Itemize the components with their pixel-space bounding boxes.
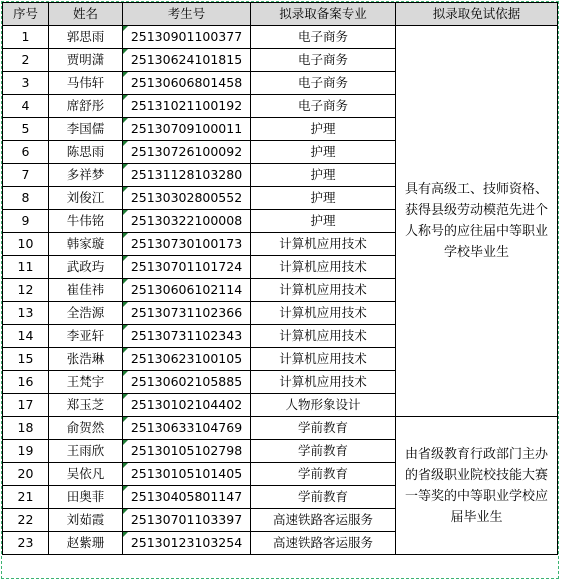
cell-major[interactable]: 护理 [251, 187, 396, 210]
cell-major[interactable]: 护理 [251, 210, 396, 233]
cell-name[interactable]: 刘俊江 [49, 187, 123, 210]
header-candidate-no: 考生号 [123, 3, 251, 26]
cell-candidate-no[interactable]: 25131021100192 [123, 95, 251, 118]
cell-name[interactable]: 多祥梦 [49, 164, 123, 187]
cell-candidate-no[interactable]: 25130606801458 [123, 72, 251, 95]
cell-seq[interactable]: 2 [3, 49, 49, 72]
cell-seq[interactable]: 14 [3, 325, 49, 348]
cell-candidate-no[interactable]: 25130901100377 [123, 26, 251, 49]
cell-candidate-no[interactable]: 25130602105885 [123, 371, 251, 394]
cell-basis[interactable]: 由省级教育行政部门主办的省级职业院校技能大赛一等奖的中等职业学校应届毕业生 [396, 417, 558, 555]
cell-major[interactable]: 护理 [251, 164, 396, 187]
header-name: 姓名 [49, 3, 123, 26]
cell-major[interactable]: 学前教育 [251, 486, 396, 509]
cell-name[interactable]: 牛伟铭 [49, 210, 123, 233]
cell-name[interactable]: 王雨欣 [49, 440, 123, 463]
cell-candidate-no[interactable]: 25130322100008 [123, 210, 251, 233]
header-basis: 拟录取免试依据 [396, 3, 558, 26]
cell-seq[interactable]: 8 [3, 187, 49, 210]
cell-name[interactable]: 田奥菲 [49, 486, 123, 509]
table-row [3, 26, 558, 49]
cell-major[interactable]: 计算机应用技术 [251, 302, 396, 325]
cell-major[interactable]: 计算机应用技术 [251, 279, 396, 302]
cell-seq[interactable]: 7 [3, 164, 49, 187]
admission-table [2, 2, 558, 555]
cell-name[interactable]: 俞贺然 [49, 417, 123, 440]
cell-seq[interactable]: 4 [3, 95, 49, 118]
cell-major[interactable]: 电子商务 [251, 72, 396, 95]
cell-seq[interactable]: 3 [3, 72, 49, 95]
cell-name[interactable]: 赵紫珊 [49, 532, 123, 555]
cell-candidate-no[interactable]: 25130105101405 [123, 463, 251, 486]
cell-name[interactable]: 王梵宇 [49, 371, 123, 394]
cell-seq[interactable]: 11 [3, 256, 49, 279]
cell-seq[interactable]: 12 [3, 279, 49, 302]
cell-seq[interactable]: 6 [3, 141, 49, 164]
cell-major[interactable]: 高速铁路客运服务 [251, 532, 396, 555]
cell-candidate-no[interactable]: 25130731102343 [123, 325, 251, 348]
cell-name[interactable]: 韩家璇 [49, 233, 123, 256]
cell-seq[interactable]: 20 [3, 463, 49, 486]
cell-basis[interactable]: 具有高级工、技师资格、获得县级劳动模范先进个人称号的应往届中等职业学校毕业生 [396, 26, 558, 417]
cell-seq[interactable]: 13 [3, 302, 49, 325]
cell-major[interactable]: 护理 [251, 141, 396, 164]
cell-name[interactable]: 张浩琳 [49, 348, 123, 371]
cell-name[interactable]: 全浩源 [49, 302, 123, 325]
cell-seq[interactable]: 22 [3, 509, 49, 532]
cell-major[interactable]: 电子商务 [251, 95, 396, 118]
cell-name[interactable]: 贾明潇 [49, 49, 123, 72]
cell-candidate-no[interactable]: 25130105102798 [123, 440, 251, 463]
cell-candidate-no[interactable]: 25130633104769 [123, 417, 251, 440]
cell-major[interactable]: 计算机应用技术 [251, 325, 396, 348]
cell-candidate-no[interactable]: 25131128103280 [123, 164, 251, 187]
cell-seq[interactable]: 21 [3, 486, 49, 509]
cell-candidate-no[interactable]: 25130405801147 [123, 486, 251, 509]
cell-candidate-no[interactable]: 25130102104402 [123, 394, 251, 417]
cell-major[interactable]: 学前教育 [251, 463, 396, 486]
cell-name[interactable]: 武政玙 [49, 256, 123, 279]
cell-seq[interactable]: 9 [3, 210, 49, 233]
cell-seq[interactable]: 18 [3, 417, 49, 440]
cell-name[interactable]: 马伟轩 [49, 72, 123, 95]
cell-candidate-no[interactable]: 25130701101724 [123, 256, 251, 279]
cell-name[interactable]: 崔佳祎 [49, 279, 123, 302]
cell-major[interactable]: 电子商务 [251, 49, 396, 72]
cell-seq[interactable]: 23 [3, 532, 49, 555]
cell-seq[interactable]: 5 [3, 118, 49, 141]
cell-major[interactable]: 计算机应用技术 [251, 256, 396, 279]
cell-major[interactable]: 电子商务 [251, 26, 396, 49]
cell-name[interactable]: 郑玉芝 [49, 394, 123, 417]
cell-name[interactable]: 席舒彤 [49, 95, 123, 118]
cell-major[interactable]: 计算机应用技术 [251, 371, 396, 394]
cell-name[interactable]: 吴依凡 [49, 463, 123, 486]
cell-major[interactable]: 学前教育 [251, 440, 396, 463]
header-seq: 序号 [3, 3, 49, 26]
cell-candidate-no[interactable]: 25130623100105 [123, 348, 251, 371]
cell-major[interactable]: 护理 [251, 118, 396, 141]
cell-candidate-no[interactable]: 25130606102114 [123, 279, 251, 302]
cell-seq[interactable]: 1 [3, 26, 49, 49]
cell-name[interactable]: 陈思雨 [49, 141, 123, 164]
cell-seq[interactable]: 10 [3, 233, 49, 256]
cell-name[interactable]: 郭思雨 [49, 26, 123, 49]
cell-major[interactable]: 计算机应用技术 [251, 348, 396, 371]
cell-candidate-no[interactable]: 25130701103397 [123, 509, 251, 532]
header-row [3, 3, 558, 26]
cell-major[interactable]: 高速铁路客运服务 [251, 509, 396, 532]
cell-major[interactable]: 学前教育 [251, 417, 396, 440]
cell-name[interactable]: 刘茹霞 [49, 509, 123, 532]
cell-candidate-no[interactable]: 25130731102366 [123, 302, 251, 325]
cell-candidate-no[interactable]: 25130726100092 [123, 141, 251, 164]
cell-name[interactable]: 李亚轩 [49, 325, 123, 348]
cell-seq[interactable]: 15 [3, 348, 49, 371]
cell-candidate-no[interactable]: 25130123103254 [123, 532, 251, 555]
cell-name[interactable]: 李国儒 [49, 118, 123, 141]
cell-candidate-no[interactable]: 25130709100011 [123, 118, 251, 141]
cell-major[interactable]: 计算机应用技术 [251, 233, 396, 256]
cell-seq[interactable]: 19 [3, 440, 49, 463]
cell-candidate-no[interactable]: 25130624101815 [123, 49, 251, 72]
header-major: 拟录取备案专业 [251, 3, 396, 26]
cell-seq[interactable]: 17 [3, 394, 49, 417]
cell-candidate-no[interactable]: 25130730100173 [123, 233, 251, 256]
cell-major[interactable]: 人物形象设计 [251, 394, 396, 417]
cell-seq[interactable]: 16 [3, 371, 49, 394]
table-row [3, 417, 558, 440]
cell-candidate-no[interactable]: 25130302800552 [123, 187, 251, 210]
